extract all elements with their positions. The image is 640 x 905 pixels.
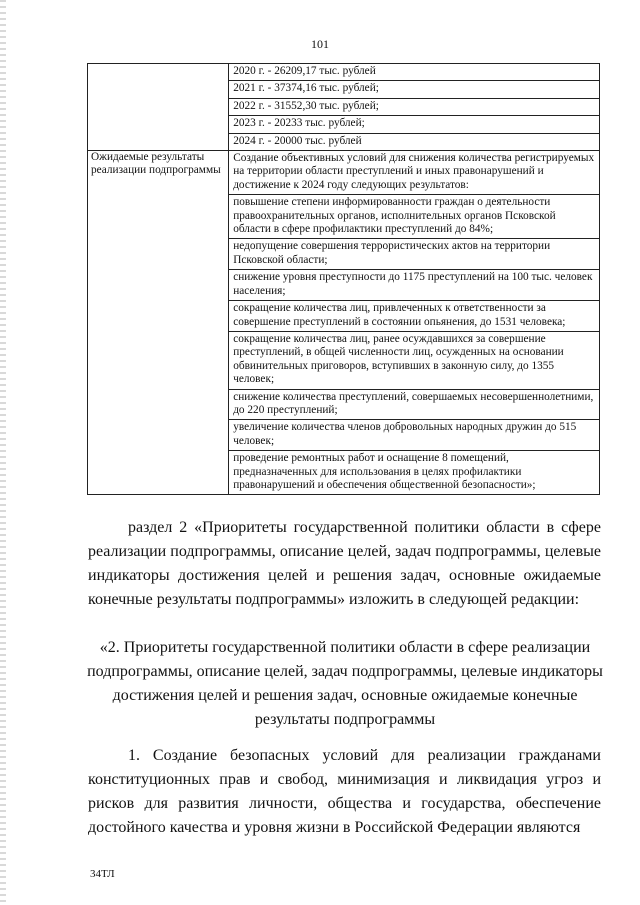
- results-label: Ожидаемые результаты реализации подпрограммы: [88, 151, 229, 495]
- result-item: увеличение количества членов добровольных народных дружин до 515 человек;: [229, 419, 599, 450]
- financing-cell: [229, 64, 600, 151]
- subprogram-passport-table: [87, 63, 600, 495]
- result-item: снижение уровня преступности до 1175 преступлений на 100 тыс. человек населения;: [229, 269, 599, 300]
- result-item: Создание объективных условий для снижения количества регистрируемых на территории области преступлений и иных правонарушений и достижение к 2024 году следующих результатов:: [233, 152, 595, 191]
- scan-edge: [0, 0, 6, 905]
- finance-line: 2022 г. - 31552,30 тыс. рублей;: [229, 98, 599, 115]
- finance-line: 2023 г. - 20233 тыс. рублей;: [229, 115, 599, 132]
- footer-code: 34ТЛ: [90, 868, 115, 880]
- results-cell: [229, 151, 600, 495]
- finance-line: 2020 г. - 26209,17 тыс. рублей: [233, 65, 376, 77]
- finance-line: 2024 г. - 20000 тыс. рублей: [229, 133, 599, 150]
- table-row-financing: [88, 64, 600, 151]
- paragraph-1: 1. Создание безопасных условий для реализации гражданами конституционных прав и свобод, минимизация и ликвидация угроз и рисков для развития личности, общества и государства, обеспечение достойного качества и уровня жизни в Российской Федерации являются: [88, 747, 601, 836]
- finance-line: 2021 г. - 37374,16 тыс. рублей;: [229, 80, 599, 97]
- result-item: недопущение совершения террористических актов на территории Псковской области;: [229, 238, 599, 269]
- section-heading: «2. Приоритеты государственной политики области в сфере реализации подпрограммы, описание целей, задач подпрограммы, целевые индикаторы достижения целей и решения задач, основные ожидаемые конечные результаты подпрограммы: [87, 639, 603, 728]
- result-item: повышение степени информированности граждан о деятельности правоохранительных органов, исполнительных органов Псковской области в сфере профилактики преступлений до 84%;: [229, 194, 599, 238]
- intro-paragraph: раздел 2 «Приоритеты государственной политики области в сфере реализации подпрограммы, описание целей, задач подпрограммы, целевые индикаторы достижения целей и решения задач, основные ожидаемые конечные результаты подпрограммы» изложить в следующей редакции:: [88, 519, 601, 608]
- page-number: 101: [311, 37, 329, 51]
- table-row-results: [88, 151, 600, 495]
- result-item: проведение ремонтных работ и оснащение 8 помещений, предназначенных для использования в целях профилактики правонарушений и обеспечения общественной безопасности»;: [229, 450, 599, 494]
- result-item: сокращение количества лиц, привлеченных к ответственности за совершение преступлений в состоянии опьянения, до 1531 человека;: [229, 300, 599, 331]
- result-item: сокращение количества лиц, ранее осуждавшихся за совершение преступлений, в общей численности лиц, осужденных на основании обвинительных приговоров, вступивших в законную силу, до 1355 человек;: [229, 331, 599, 389]
- table-cell-empty: [88, 64, 229, 151]
- result-item: снижение количества преступлений, совершаемых несовершеннолетними, до 220 преступлений;: [229, 389, 599, 420]
